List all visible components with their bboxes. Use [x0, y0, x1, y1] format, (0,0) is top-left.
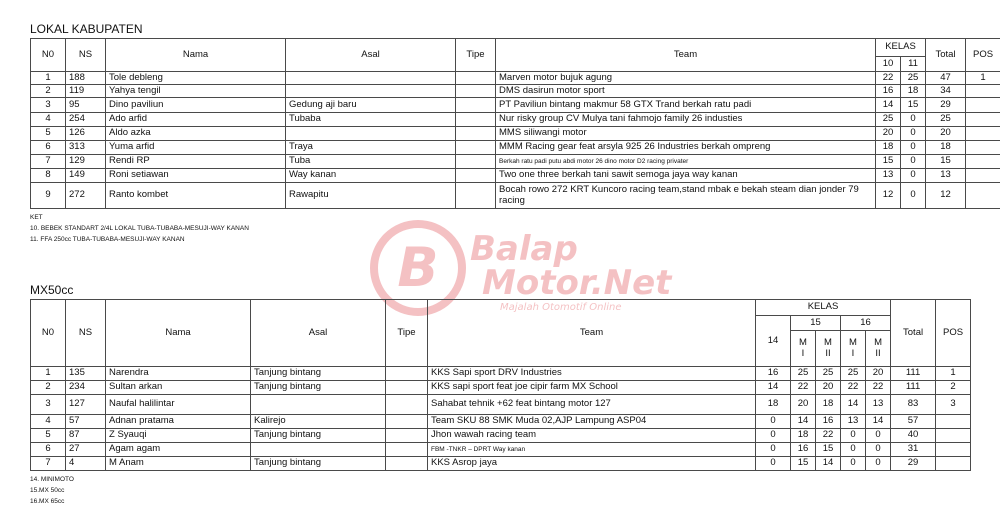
cell-k14: 0 [756, 443, 791, 457]
watermark-line1: Balap [470, 229, 578, 269]
header-kelas: KELAS [756, 300, 891, 316]
header-no: N0 [31, 39, 66, 72]
cell-tipe [386, 443, 428, 457]
cell-team: Sahabat tehnik +62 feat bintang motor 127 [428, 395, 756, 415]
cell-k16a: 22 [841, 381, 866, 395]
section1-notes [30, 212, 249, 245]
cell-asal: Rawapitu [286, 183, 456, 209]
watermark-line2: Motor.Net [482, 263, 672, 303]
cell-nama: Tole debleng [106, 72, 286, 85]
cell-asal: Way kanan [286, 169, 456, 183]
cell-k16b: 22 [866, 381, 891, 395]
cell-k10: 25 [876, 113, 901, 127]
cell-team: Marven motor bujuk agung [496, 72, 876, 85]
cell-total: 111 [891, 367, 936, 381]
cell-pos [936, 429, 971, 443]
note-line: 14. MINIMOTO [30, 476, 74, 483]
cell-asal [286, 85, 456, 98]
cell-k16b: 0 [866, 443, 891, 457]
cell-team: Nur risky group CV Mulya tani fahmojo family 26 industies [496, 113, 876, 127]
cell-total: 13 [926, 169, 966, 183]
cell-tipe [386, 367, 428, 381]
cell-pos [936, 415, 971, 429]
cell-total: 40 [891, 429, 936, 443]
cell-team: KKS sapi sport feat joe cipir farm MX School [428, 381, 756, 395]
cell-pos [966, 127, 1000, 141]
table-row [31, 367, 971, 381]
cell-nama: M Anam [106, 457, 251, 471]
header-ns: NS [66, 39, 106, 72]
header-moto-16-2 [866, 331, 891, 367]
cell-ns: 149 [66, 169, 106, 183]
cell-k10: 16 [876, 85, 901, 98]
cell-nama: Adnan pratama [106, 415, 251, 429]
cell-k16a: 13 [841, 415, 866, 429]
cell-k16b: 0 [866, 429, 891, 443]
watermark-b-icon: B [397, 236, 439, 299]
cell-k16a: 14 [841, 395, 866, 415]
table-row [31, 415, 971, 429]
header-nama: Nama [106, 39, 286, 72]
cell-team: MMM Racing gear feat arsyla 925 26 Industries berkah ompreng [496, 141, 876, 155]
cell-k15a: 18 [791, 429, 816, 443]
cell-k15a: 22 [791, 381, 816, 395]
cell-nama: Rendi RP [106, 155, 286, 169]
cell-k10: 14 [876, 98, 901, 113]
cell-nama: Naufal halilintar [106, 395, 251, 415]
cell-asal [251, 443, 386, 457]
header-total: Total [891, 300, 936, 367]
section2-notes [30, 474, 74, 507]
cell-pos [936, 457, 971, 471]
cell-tipe [456, 141, 496, 155]
cell-asal [286, 127, 456, 141]
table-row [31, 183, 1000, 209]
cell-k10: 20 [876, 127, 901, 141]
cell-nama: Roni setiawan [106, 169, 286, 183]
cell-k11: 25 [901, 72, 926, 85]
cell-k15b: 15 [816, 443, 841, 457]
cell-asal [286, 72, 456, 85]
cell-k14: 16 [756, 367, 791, 381]
cell-k10: 13 [876, 169, 901, 183]
header-team: Team [496, 39, 876, 72]
cell-team: MMS siliwangi motor [496, 127, 876, 141]
cell-k11: 0 [901, 183, 926, 209]
cell-nama: Ranto kombet [106, 183, 286, 209]
cell-tipe [456, 98, 496, 113]
note-line: KET [30, 214, 43, 221]
table-row [31, 127, 1000, 141]
note-line: 11. FFA 250cc TUBA-TUBABA-MESUJI-WAY KANAN [30, 236, 185, 243]
cell-k15b: 25 [816, 367, 841, 381]
cell-k11: 15 [901, 98, 926, 113]
cell-team: Bocah rowo 272 KRT Kuncoro racing team,stand mbak e bekah steam dian jonder 79 racing [496, 183, 876, 209]
cell-no: 2 [31, 85, 66, 98]
cell-k15b: 18 [816, 395, 841, 415]
cell-no: 1 [31, 367, 66, 381]
cell-pos: 1 [936, 367, 971, 381]
header-i: I [851, 347, 855, 359]
header-kelas-14: 14 [756, 316, 791, 367]
cell-nama: Z Syauqi [106, 429, 251, 443]
table-row [31, 429, 971, 443]
cell-k15a: 14 [791, 415, 816, 429]
cell-ns: 95 [66, 98, 106, 113]
header-pos: POS [966, 39, 1000, 72]
cell-k14: 14 [756, 381, 791, 395]
header-m: M [799, 337, 807, 349]
cell-asal: Tubaba [286, 113, 456, 127]
header-kelas-16: 16 [841, 316, 891, 331]
cell-tipe [386, 429, 428, 443]
cell-k15a: 25 [791, 367, 816, 381]
cell-pos [936, 443, 971, 457]
cell-tipe [456, 85, 496, 98]
cell-k14: 0 [756, 415, 791, 429]
note-line: 16.MX 65cc [30, 498, 65, 505]
cell-total: 111 [891, 381, 936, 395]
cell-asal: Kalirejo [251, 415, 386, 429]
header-m: M [824, 337, 832, 349]
cell-pos [966, 141, 1000, 155]
table-row [31, 113, 1000, 127]
section1-table [30, 38, 1000, 209]
table-row [31, 98, 1000, 113]
header-pos: POS [936, 300, 971, 367]
header-asal: Asal [286, 39, 456, 72]
cell-total: 25 [926, 113, 966, 127]
header-ii: II [875, 347, 881, 359]
cell-k14: 18 [756, 395, 791, 415]
cell-pos [966, 169, 1000, 183]
cell-ns: 254 [66, 113, 106, 127]
cell-total: 47 [926, 72, 966, 85]
cell-tipe [386, 415, 428, 429]
cell-k11: 0 [901, 141, 926, 155]
header-tipe: Tipe [386, 300, 428, 367]
cell-k15b: 14 [816, 457, 841, 471]
cell-k10: 15 [876, 155, 901, 169]
cell-no: 3 [31, 98, 66, 113]
cell-tipe [386, 457, 428, 471]
cell-total: 83 [891, 395, 936, 415]
cell-k16a: 25 [841, 367, 866, 381]
cell-pos [966, 155, 1000, 169]
cell-asal: Tanjung bintang [251, 429, 386, 443]
cell-total: 29 [926, 98, 966, 113]
cell-pos: 1 [966, 72, 1000, 85]
cell-no: 4 [31, 113, 66, 127]
cell-ns: 87 [66, 429, 106, 443]
cell-pos [966, 113, 1000, 127]
cell-k15b: 22 [816, 429, 841, 443]
cell-no: 7 [31, 155, 66, 169]
cell-k11: 0 [901, 155, 926, 169]
cell-k16b: 0 [866, 457, 891, 471]
cell-ns: 27 [66, 443, 106, 457]
cell-total: 57 [891, 415, 936, 429]
cell-team: DMS dasirun motor sport [496, 85, 876, 98]
cell-no: 5 [31, 429, 66, 443]
header-kelas-11: 11 [901, 57, 926, 72]
header-team: Team [428, 300, 756, 367]
cell-no: 3 [31, 395, 66, 415]
cell-team: Berkah ratu padi putu abdi motor 26 dino motor D2 racing privater [496, 155, 876, 169]
table-row [31, 169, 1000, 183]
cell-ns: 127 [66, 395, 106, 415]
header-i: I [801, 347, 805, 359]
cell-pos [966, 85, 1000, 98]
cell-k11: 0 [901, 169, 926, 183]
cell-k15a: 15 [791, 457, 816, 471]
table-row [31, 457, 971, 471]
cell-nama: Ado arfid [106, 113, 286, 127]
cell-nama: Aldo azka [106, 127, 286, 141]
cell-tipe [456, 72, 496, 85]
cell-team: Two one three berkah tani sawit semoga jaya way kanan [496, 169, 876, 183]
cell-k11: 0 [901, 113, 926, 127]
cell-ns: 234 [66, 381, 106, 395]
cell-no: 2 [31, 381, 66, 395]
cell-nama: Agam agam [106, 443, 251, 457]
cell-k14: 0 [756, 429, 791, 443]
cell-k11: 18 [901, 85, 926, 98]
cell-total: 18 [926, 141, 966, 155]
header-moto-15-2 [816, 331, 841, 367]
cell-ns: 313 [66, 141, 106, 155]
header-no: N0 [31, 300, 66, 367]
cell-k10: 18 [876, 141, 901, 155]
cell-no: 6 [31, 443, 66, 457]
cell-tipe [386, 381, 428, 395]
table-row [31, 155, 1000, 169]
cell-ns: 57 [66, 415, 106, 429]
cell-tipe [456, 113, 496, 127]
note-line: 10. BEBEK STANDART 2/4L LOKAL TUBA-TUBABA-MESUJI-WAY KANAN [30, 225, 249, 232]
cell-tipe [456, 155, 496, 169]
cell-pos: 2 [936, 381, 971, 395]
table-row [31, 72, 1000, 85]
cell-total: 15 [926, 155, 966, 169]
cell-total: 31 [891, 443, 936, 457]
header-ii: II [825, 347, 831, 359]
header-m: M [874, 337, 882, 349]
cell-ns: 126 [66, 127, 106, 141]
cell-team: Team SKU 88 SMK Muda 02,AJP Lampung ASP04 [428, 415, 756, 429]
cell-k15a: 20 [791, 395, 816, 415]
header-kelas-10: 10 [876, 57, 901, 72]
table-row [31, 141, 1000, 155]
cell-k10: 22 [876, 72, 901, 85]
header-moto-15-1 [791, 331, 816, 367]
cell-no: 8 [31, 169, 66, 183]
watermark-tagline: Majalah Otomotif Online [500, 302, 622, 313]
cell-team: KKS Asrop jaya [428, 457, 756, 471]
cell-no: 5 [31, 127, 66, 141]
cell-nama: Yahya tengil [106, 85, 286, 98]
cell-ns: 135 [66, 367, 106, 381]
cell-total: 34 [926, 85, 966, 98]
cell-team: PT Paviliun bintang makmur 58 GTX Trand berkah ratu padi [496, 98, 876, 113]
cell-asal: Tanjung bintang [251, 367, 386, 381]
cell-k10: 12 [876, 183, 901, 209]
cell-total: 29 [891, 457, 936, 471]
cell-asal: Tuba [286, 155, 456, 169]
section2-title: MX50cc [30, 283, 74, 297]
header-asal: Asal [251, 300, 386, 367]
cell-no: 4 [31, 415, 66, 429]
cell-asal [251, 395, 386, 415]
header-nama: Nama [106, 300, 251, 367]
cell-ns: 188 [66, 72, 106, 85]
cell-ns: 129 [66, 155, 106, 169]
cell-pos [966, 98, 1000, 113]
cell-nama: Yuma arfid [106, 141, 286, 155]
table-row [31, 85, 1000, 98]
cell-k16b: 13 [866, 395, 891, 415]
cell-nama: Dino paviliun [106, 98, 286, 113]
cell-k16b: 14 [866, 415, 891, 429]
cell-asal: Gedung aji baru [286, 98, 456, 113]
cell-team: FBM -TNKR – DPRT Way kanan [428, 443, 756, 457]
cell-tipe [386, 395, 428, 415]
table-row [31, 381, 971, 395]
cell-tipe [456, 183, 496, 209]
cell-tipe [456, 169, 496, 183]
cell-tipe [456, 127, 496, 141]
cell-ns: 272 [66, 183, 106, 209]
cell-nama: Sultan arkan [106, 381, 251, 395]
cell-k16a: 0 [841, 429, 866, 443]
header-kelas: KELAS [876, 39, 926, 57]
header-kelas-15: 15 [791, 316, 841, 331]
cell-k15a: 16 [791, 443, 816, 457]
note-line: 15.MX 50cc [30, 487, 65, 494]
table-row [31, 395, 971, 415]
cell-asal: Tanjung bintang [251, 381, 386, 395]
cell-no: 1 [31, 72, 66, 85]
cell-k15b: 20 [816, 381, 841, 395]
section1-title: LOKAL KABUPATEN [30, 22, 143, 36]
cell-k15b: 16 [816, 415, 841, 429]
cell-no: 6 [31, 141, 66, 155]
cell-asal: Traya [286, 141, 456, 155]
table-row [31, 443, 971, 457]
header-m: M [849, 337, 857, 349]
cell-asal: Tanjung bintang [251, 457, 386, 471]
header-moto-16-1 [841, 331, 866, 367]
header-tipe: Tipe [456, 39, 496, 72]
section2-table [30, 299, 971, 471]
header-total: Total [926, 39, 966, 72]
cell-k16b: 20 [866, 367, 891, 381]
cell-k16a: 0 [841, 457, 866, 471]
cell-nama: Narendra [106, 367, 251, 381]
cell-pos: 3 [936, 395, 971, 415]
cell-k16a: 0 [841, 443, 866, 457]
cell-k11: 0 [901, 127, 926, 141]
cell-ns: 119 [66, 85, 106, 98]
cell-pos [966, 183, 1000, 209]
cell-team: KKS Sapi sport DRV Industries [428, 367, 756, 381]
header-ns: NS [66, 300, 106, 367]
cell-total: 12 [926, 183, 966, 209]
cell-no: 7 [31, 457, 66, 471]
cell-total: 20 [926, 127, 966, 141]
cell-ns: 4 [66, 457, 106, 471]
cell-no: 9 [31, 183, 66, 209]
cell-team: Jhon wawah racing team [428, 429, 756, 443]
cell-k14: 0 [756, 457, 791, 471]
